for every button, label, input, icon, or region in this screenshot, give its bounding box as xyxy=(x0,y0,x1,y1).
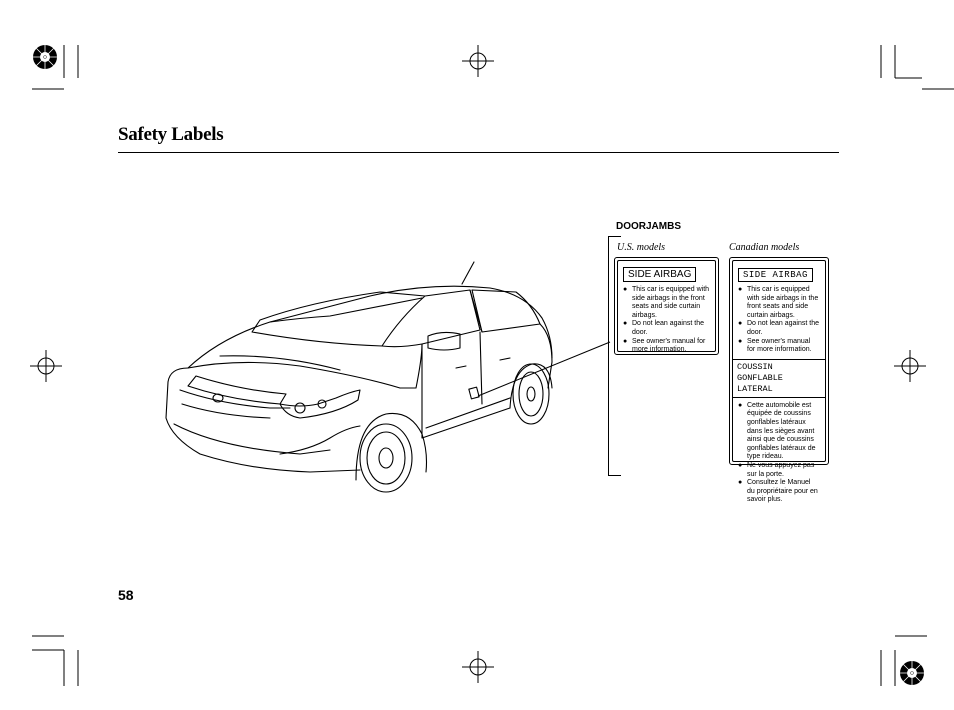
canada-label-french-bullet: ● Ne vous appuyez pas sur la porte. xyxy=(738,462,820,479)
page-number: 58 xyxy=(118,587,134,603)
us-label-header: SIDE AIRBAG xyxy=(623,267,696,282)
canada-label-header: SIDE AIRBAG xyxy=(738,268,813,282)
us-label-bullet: ● Do not lean against the door. xyxy=(623,320,710,337)
us-models-caption: U.S. models xyxy=(617,242,666,253)
us-label-bullet: ● See owner's manual for more information. xyxy=(623,338,710,355)
us-label-bullet: ● This car is equipped with side airbags in the front seats and side curtain airbags. xyxy=(623,286,710,320)
canada-label-french-bullet: ● Cette automobile est équipée de coussins gonflables latéraux dans les sièges avant ainsi que de coussins gonflables latéraux de type rideau. xyxy=(738,402,820,462)
title-divider xyxy=(118,152,839,153)
canada-label-bullet: ● This car is equipped with side airbags in the front seats and side curtain airbags. xyxy=(738,286,820,320)
figure-heading: DOORJAMBS xyxy=(616,221,682,232)
canada-label-bullet: ● Do not lean against the door. xyxy=(738,320,820,337)
callout-leader-line xyxy=(470,330,620,410)
page-title: Safety Labels xyxy=(118,124,224,145)
canada-label-bullet: ● See owner's manual for more information. xyxy=(738,338,820,355)
canada-label-french-header: COUSSIN GONFLABLE LATERAL xyxy=(733,359,825,398)
canadian-side-airbag-label xyxy=(729,257,829,504)
canada-label-french-bullet: ● Consultez le Manuel du propriétaire pour en savoir plus. xyxy=(738,479,820,505)
us-side-airbag-label xyxy=(614,257,719,355)
canadian-models-caption: Canadian models xyxy=(729,242,800,253)
